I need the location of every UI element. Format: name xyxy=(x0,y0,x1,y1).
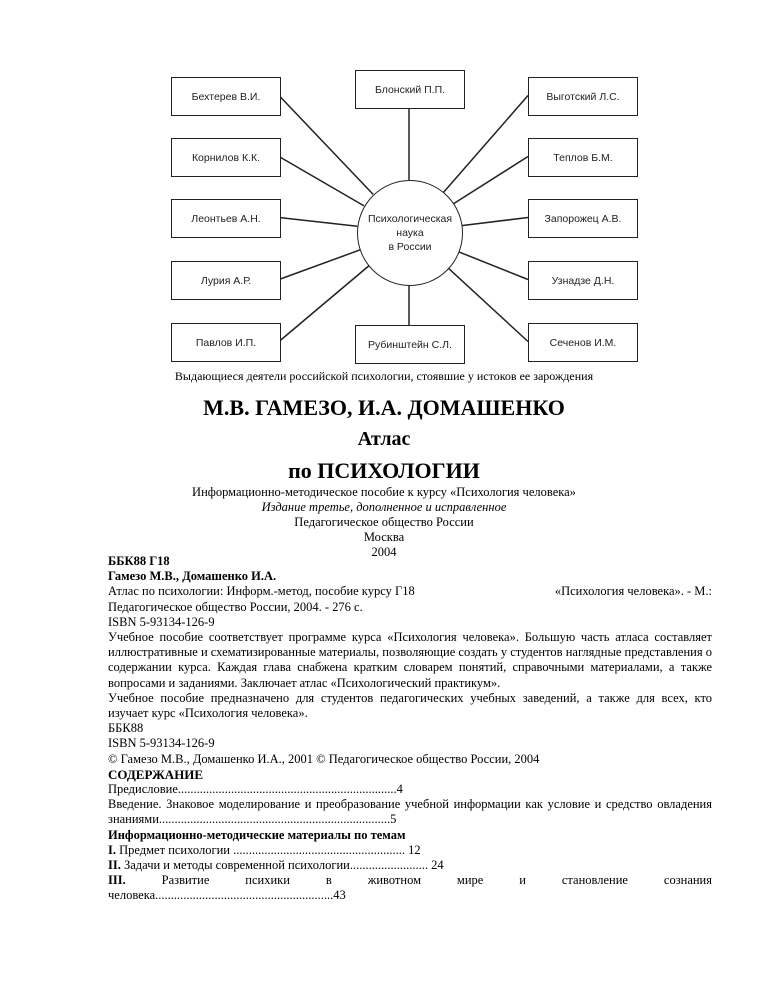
toc-item-1-num: I. xyxy=(108,842,116,857)
scholar-box-left-5: Павлов И.П. xyxy=(171,323,281,362)
toc-item-2-num: II. xyxy=(108,858,121,873)
authors: М.В. ГАМЕЗО, И.А. ДОМАШЕНКО xyxy=(203,395,565,420)
scholar-box-left-1: Бехтерев В.И. xyxy=(171,77,281,116)
scholar-box-bottom: Рубинштейн С.Л. xyxy=(355,325,465,364)
abstract-1: Учебное пособие соответствует программе курса «Психология человека». Большую часть атласа составляет иллюстративные и схематизированные материалы, позволяющие создать у студентов наглядные представления о содержании курса. Каждая глава снабжена кратким словарем понятий, справочными материалами, а также вопросами и заданиями. Заключает атлас «Психологический практикум». xyxy=(108,630,712,690)
center-circle: Психологическая наука в России xyxy=(357,180,463,286)
diagram-caption: Выдающиеся деятели российской психологии, стоявшие у истоков ее зарождения xyxy=(174,369,594,383)
connector-line-4 xyxy=(279,250,360,280)
edition: Издание третье, дополненное и исправленное xyxy=(261,500,507,514)
title-line-1: Атлас xyxy=(357,428,411,450)
connector-line-2 xyxy=(279,157,364,206)
biblio-part-1: Атлас по психологии: Информ.-метод, пособие курсу Г18 xyxy=(108,584,415,599)
toc-item-3-cont: человека.........................................................43 xyxy=(108,888,346,903)
bbk-2: ББК88 xyxy=(108,721,144,736)
connector-line-1 xyxy=(279,96,373,195)
toc-item-3-text: Развитие психики в животном мире и становление сознания xyxy=(125,873,712,888)
toc-item-1 xyxy=(108,843,712,858)
toc-preface: Предисловие......................................................................4 xyxy=(108,782,403,797)
bbk-header: ББК88 Г18 xyxy=(108,554,170,568)
isbn-2: ISBN 5-93134-126-9 xyxy=(108,736,215,751)
toc-header: СОДЕРЖАНИЕ xyxy=(108,766,204,782)
scholar-box-right-1: Выготский Л.С. xyxy=(528,77,638,116)
toc-item-2 xyxy=(108,858,712,873)
toc-item-2-text: Задачи и методы современной психологии......................... 24 xyxy=(120,858,444,873)
biblio-line-2: Педагогическое общество России, 2004. - 276 с. xyxy=(108,599,363,614)
document-body xyxy=(108,554,712,904)
publisher: Педагогическое общество России xyxy=(294,515,474,529)
copyright: © Гамезо М.В., Домашенко И.А., 2001 © Педагогическое общество России, 2004 xyxy=(108,751,540,766)
scholar-box-top: Блонский П.П. xyxy=(355,70,465,109)
toc-item-1-text: Предмет психологии ....................................................... 12 xyxy=(116,842,421,857)
scholar-box-right-5: Сеченов И.М. xyxy=(528,323,638,362)
biblio-part-2: «Психология человека». - М.: xyxy=(554,584,712,599)
title-line-2: по ПСИХОЛОГИИ xyxy=(288,458,480,483)
scholar-box-right-2: Теплов Б.М. xyxy=(528,138,638,177)
scholar-box-left-2: Корнилов К.К. xyxy=(171,138,281,177)
connector-line-9 xyxy=(457,251,528,279)
scholar-box-left-4: Лурия А.Р. xyxy=(171,261,281,300)
city: Москва xyxy=(363,530,405,544)
year: 2004 xyxy=(371,545,397,559)
authors-header: Гамезо М.В., Домашенко И.А. xyxy=(108,569,277,584)
scholars-diagram xyxy=(0,0,768,370)
toc-section: Информационно-методические материалы по темам xyxy=(108,827,406,842)
scholar-box-right-4: Узнадзе Д.Н. xyxy=(528,261,638,300)
biblio-line-1 xyxy=(108,584,712,599)
connector-line-3 xyxy=(279,218,357,227)
abstract-2: Учебное пособие предназначено для студентов педагогических учебных заведений, а также для всех, кто изучает курс «Психология человека». xyxy=(108,690,712,721)
isbn-1: ISBN 5-93134-126-9 xyxy=(108,614,215,629)
connector-line-7 xyxy=(453,157,528,205)
subtitle: Информационно-методическое пособие к курсу «Психология человека» xyxy=(192,485,576,499)
scholar-box-left-3: Леонтьев А.Н. xyxy=(171,199,281,238)
toc-intro: Введение. Знаковое моделирование и преобразование учебной информации как условие и средство овладения знаниями..........................................................................5 xyxy=(108,797,712,827)
connector-line-8 xyxy=(461,218,528,226)
toc-item-3-num: III. xyxy=(108,873,126,888)
connector-line-6 xyxy=(443,96,528,193)
toc-item-3 xyxy=(108,873,712,888)
scholar-box-right-3: Запорожец А.В. xyxy=(528,199,638,238)
